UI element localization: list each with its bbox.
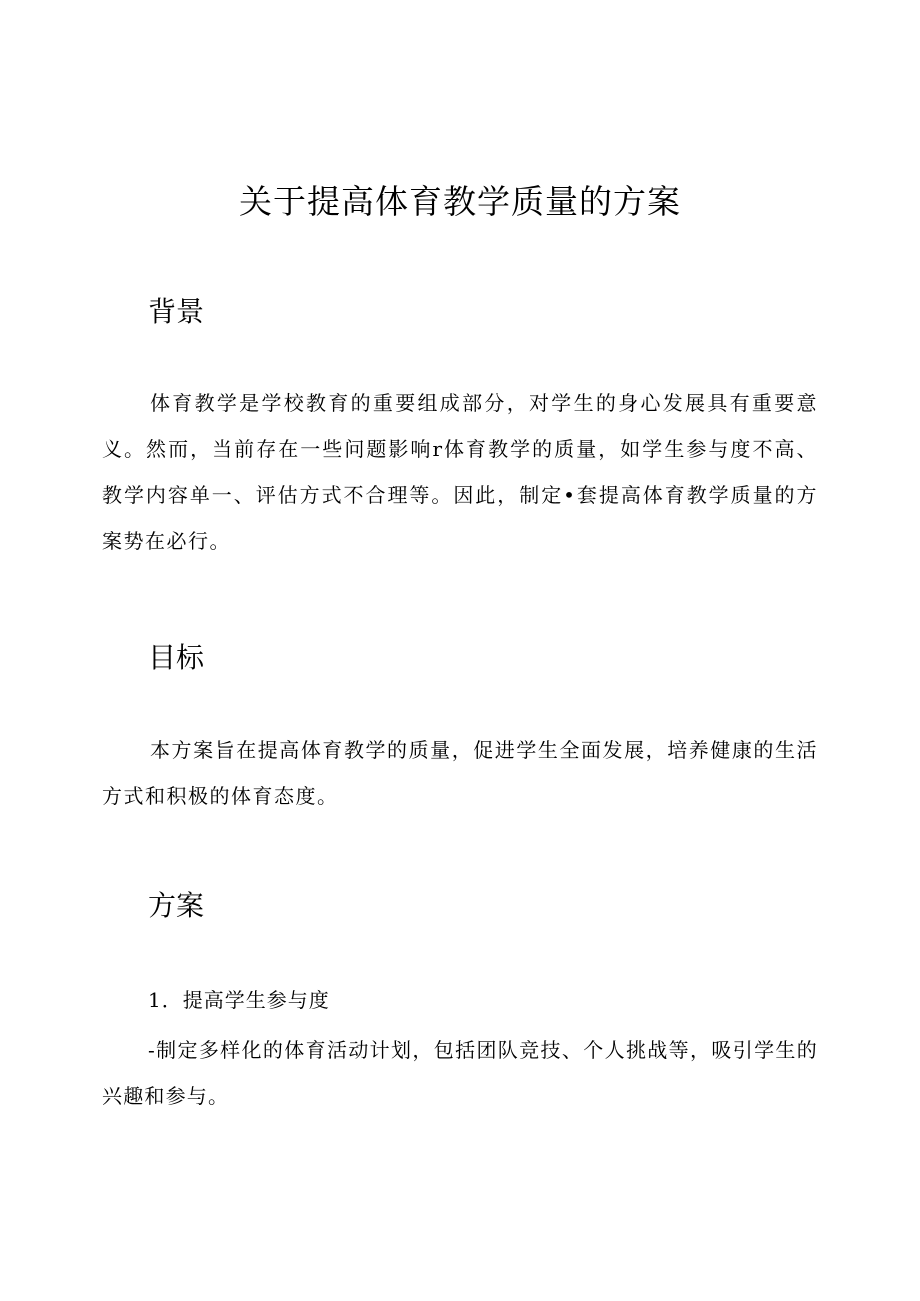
document-title: 关于提高体育教学质量的方案 (239, 182, 681, 221)
plan-item-text: -制定多样化的体育活动计划，包括团队竞技、个人挑战等，吸引学生的兴趣和参与。 (102, 1038, 818, 1108)
section-heading-background: 背景 (148, 295, 205, 328)
section-heading-goal: 目标 (148, 641, 205, 674)
plan-item-heading: 1．提高学生参与度 (148, 988, 330, 1012)
goal-paragraph: 本方案旨在提高体育教学的质量，促进学生全面发展，培养健康的生活方式和积极的体育态度。 (102, 738, 818, 808)
background-paragraph: 体育教学是学校教育的重要组成部分，对学生的身心发展具有重要意义。然而，当前存在一些问题影响r体育教学的质量，如学生参与度不高、教学内容单一、评估方式不合理等。因此，制定•套提高体育教学质量的方案势在必行。 (102, 391, 818, 553)
section-heading-plan: 方案 (148, 889, 205, 922)
